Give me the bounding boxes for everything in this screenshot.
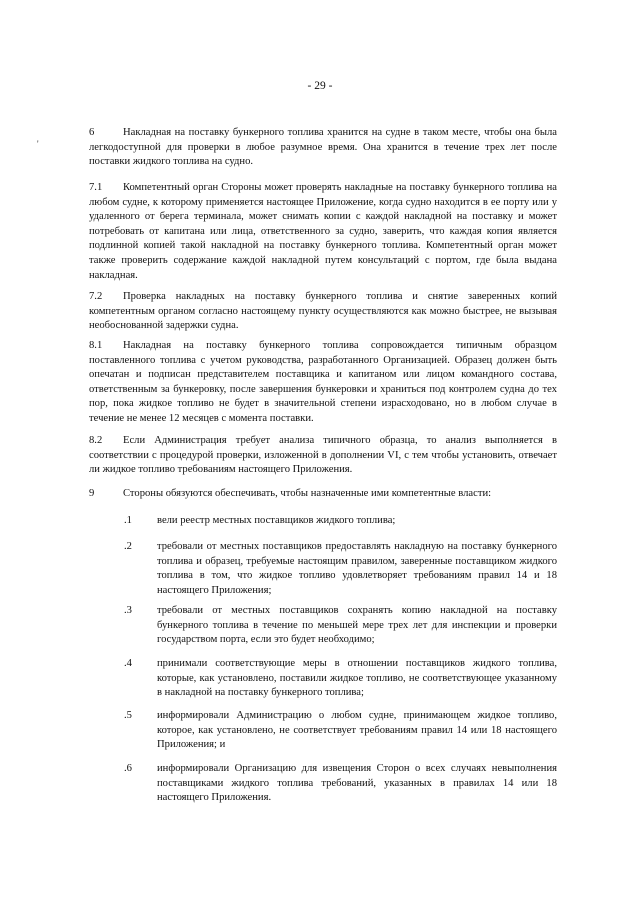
subitem-number: .5	[124, 710, 132, 721]
subitem-text: требовали от местных поставщиков сохранять копию накладной на поставку бункерного топлива в течение по меньшей мере трех лет для инспекции и проверки государством порта, если это будет необходимо;	[157, 605, 557, 646]
paragraph-text: Компетентный орган Стороны может проверять накладные на поставку бункерного топлива на любом судне, к которому применяется настоящее Приложение, когда судно находится в ее порту или у удаленного от берега терминала, может снимать копии с каждой накладной на поставку и может потребовать от капитана или лица, ответственного за судно, заверить, что каждая копия является подлинной копией такой накладной на поставку бункерного топлива. Компетентный орган может также проверить содержание каждой накладной путем консультаций с портом, где была выдана накладная.	[89, 182, 557, 281]
paragraph-number: 7.2	[89, 291, 103, 302]
subitem-6	[124, 762, 557, 806]
paragraph-number: 8.1	[89, 340, 103, 351]
paragraph-number: 8.2	[89, 435, 103, 446]
subitem-text: принимали соответствующие меры в отношении поставщиков жидкого топлива, которые, как установлено, поставили жидкое топливо, не соответствующее указанному в накладной на поставку бункерного топлива;	[157, 658, 557, 699]
subitem-2	[124, 540, 557, 598]
paragraph-6	[89, 126, 557, 170]
subitem-number: .6	[124, 763, 132, 774]
subitem-4	[124, 657, 557, 701]
subitem-1	[124, 514, 557, 529]
subitem-text: информировали Администрацию о любом судне, принимающем жидкое топливо, которое, как установлено, не соответствует требованиям правил 14 или 18 настоящего Приложения; и	[157, 710, 557, 751]
paragraph-text: Если Администрация требует анализа типичного образца, то анализ выполняется в соответствии с процедурой проверки, изложенной в дополнении VI, с тем чтобы установить, отвечает ли жидкое топливо требованиям настоящего Приложения.	[89, 435, 557, 476]
paragraph-number: 6	[89, 127, 95, 138]
subitem-text: информировали Организацию для извещения Сторон о всех случаях невыполнения поставщиками жидкого топлива требований, указанных в правилах 14 или 18 настоящего Приложения.	[157, 763, 557, 804]
paragraph-text: Стороны обязуются обеспечивать, чтобы назначенные ими компетентные власти:	[123, 488, 492, 499]
subitem-number: .4	[124, 658, 132, 669]
subitem-3	[124, 604, 557, 648]
subitem-text: требовали от местных поставщиков предоставлять накладную на поставку бункерного топлива и образец, требуемые настоящим правилом, заверенные поставщиком жидкого топлива в том, что жидкое топливо удовлетворяет требованиям правил 14 и 18 настоящего Приложения;	[157, 541, 557, 596]
paragraph-8-1	[89, 339, 557, 427]
paragraph-7-2	[89, 290, 557, 334]
subitem-text: вели реестр местных поставщиков жидкого топлива;	[157, 515, 396, 526]
scan-mark: '	[37, 139, 39, 149]
paragraph-text: Накладная на поставку бункерного топлива хранится на судне в таком месте, чтобы она была легкодоступной для проверки в любое разумное время. Она хранится в течение трех лет после поставки жидкого топлива на судно.	[89, 127, 557, 168]
paragraph-7-1	[89, 181, 557, 283]
paragraph-number: 7.1	[89, 182, 103, 193]
subitem-number: .3	[124, 605, 132, 616]
paragraph-text: Накладная на поставку бункерного топлива сопровождается типичным образцом поставленного топлива с учетом руководства, разработанного Организацией. Образец должен быть опечатан и подписан представителем поставщика и капитаном или лицом командного состава, ответственным за бункеровку, после завершения бункеровки и храниться под контролем судна до тех пор, пока жидкое топливо не будет в значительной степени израсходовано, но в любом случае в течение не менее 12 месяцев с момента поставки.	[89, 340, 557, 424]
page-number: - 29 -	[307, 80, 333, 92]
subitem-number: .2	[124, 541, 132, 552]
subitem-number: .1	[124, 515, 132, 526]
paragraph-number: 9	[89, 488, 95, 499]
paragraph-8-2	[89, 434, 557, 478]
subitem-5	[124, 709, 557, 753]
paragraph-9	[89, 487, 557, 502]
paragraph-text: Проверка накладных на поставку бункерного топлива и снятие заверенных копий компетентным органом согласно настоящему пункту осуществляются как можно быстрее, не вызывая необоснованной задержки судна.	[89, 291, 557, 332]
